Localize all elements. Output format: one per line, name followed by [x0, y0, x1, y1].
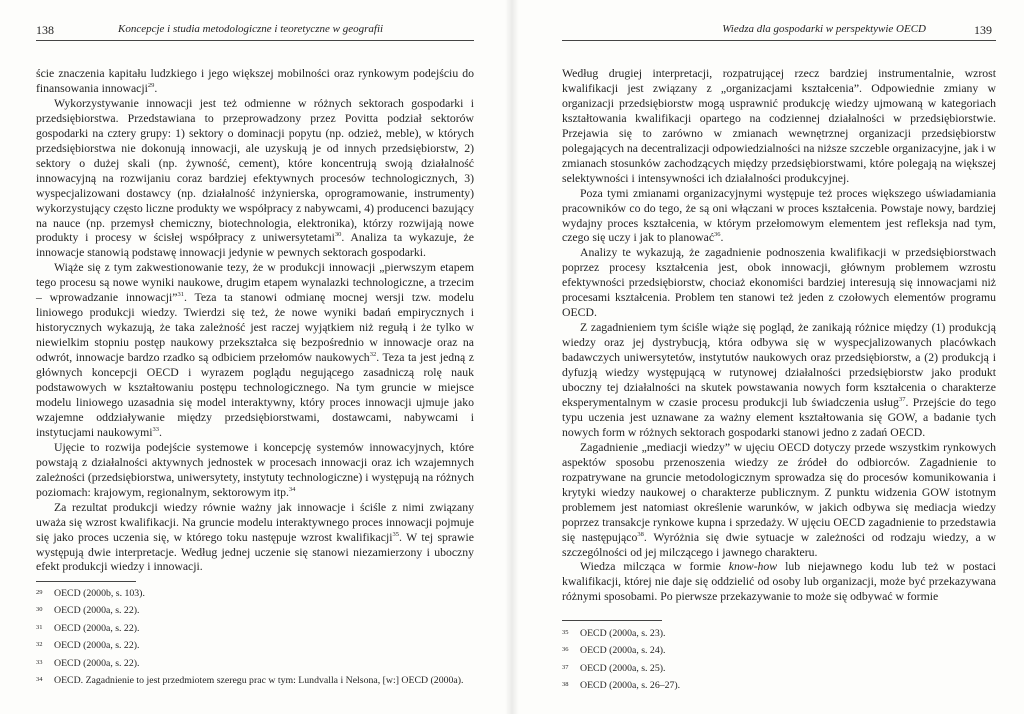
footnote-ref: 33 [152, 425, 160, 433]
footnote-number: 32 [36, 641, 43, 649]
left-footnotes [36, 587, 474, 691]
paragraph [562, 441, 996, 561]
italic-term: know-how [728, 560, 778, 574]
text-run: . Przejście do tego typu uczenia jest uznawane za ważny element kształtowania się GOW, a badanie tych nowych form w różnych sektorach gospodarki stanowi jedno z zadań OECD. [562, 395, 996, 439]
text-run: . Teza ta stanowi odmianę mocnej wersji tzw. modelu liniowego produkcji wiedzy. Twierdzi się też, że nowe wyniki badań empirycznych i historycznych wykazują, że taka zależność jest raczej wyjątkiem niż regułą i że tylko w niewielkim stopniu postęp naukowy przekształca się bezpośrednio w innowacje oraz na odwrót, innowacje bardzo rzadko są odbiciem przełomów naukowych [36, 291, 474, 365]
footnote-number: 37 [562, 663, 569, 671]
footnote-number: 33 [36, 658, 43, 666]
paragraph [36, 501, 474, 576]
paragraph [562, 321, 996, 441]
paragraph [36, 261, 474, 440]
text-run: Z zagadnieniem tym ściśle wiąże się pogląd, że zanikają różnice między (1) produkcją wiedzy oraz jej dystrybucją, która odbywa się w wyspecjalizowanych placówkach badawczych uniwersytetów, instytutów naukowych oraz przedsiębiorstw, a (2) produkcją i dyfuzją wiedzy występującą w rutynowej działalności przedsiębiorstw jako produkt uboczny tej działalności na skutek powstawania nowych form kształcenia o charakterze eksperymentalnym w czasie procesu produkcji lub świadczenia usług [562, 321, 996, 409]
footnote [36, 604, 474, 617]
footnote-ref: 35 [392, 530, 400, 538]
footnote-rule [562, 620, 662, 621]
text-run: Wiąże się z tym zakwestionowanie tezy, że w produkcji innowacji „pierwszym etapem tego procesu są nowe wyniki naukowe, drugim etapem wynalazki technologiczne, a trzecim – wprowadzanie innowacji” [36, 261, 474, 305]
paragraph [562, 560, 996, 605]
footnote-text: OECD (2000a, s. 22). [54, 605, 140, 617]
paragraph [36, 97, 474, 261]
footnote-text: OECD (2000a, s. 25). [580, 662, 666, 674]
footnote [562, 627, 996, 640]
paragraph [36, 67, 474, 97]
footnote-text: OECD (2000a, s. 26–27). [580, 680, 681, 692]
page-number: 138 [36, 23, 54, 37]
right-page-body [562, 67, 996, 605]
right-page [562, 0, 996, 714]
right-footnotes [562, 627, 996, 697]
footnote-ref: 30 [334, 231, 342, 239]
running-title: Wiedza dla gospodarki w perspektywie OECD [722, 23, 926, 35]
text-run: . Analiza ta wykazuje, że innowacje stanowią podstawę innowacji jedynie w pewnych sektorach gospodarki. [36, 231, 474, 260]
footnote-text: OECD (2000a, s. 23). [580, 628, 666, 639]
text-run: Zagadnienie „mediacji wiedzy” w ujęciu OECD dotyczy przede wszystkim rynkowych aspektów sposobu przenoszenia wiedzy ze źródeł do odbiorców. Zagadnienie to rozpatrywane na gruncie metodologicznym sprowadza się do procesów komunikowania i krytyki wiedzy naukowej o charakterze publicznym. Z punktu widzenia GOW istotnym problemem jest natomiast określenie warunków, w jakich odbywa się mediacja wiedzy poprzez transakcje rynkowe kupna i sprzedaży. W ujęciu OECD zagadnienie to przedstawia się następująco [562, 440, 996, 544]
footnote-rule [36, 581, 136, 582]
text-run: Wykorzystywanie innowacji jest też odmienne w różnych sektorach gospodarki i przedsiębiorstwa. Przedstawiana to przeprowadzony przez Povitta podział sektorów gospodarki na cztery grupy: 1) sektory o dominacji popytu (np. odzież, meble), w których przedsiębiorstwa nie dokonują innowacji, ale uzyskują je od innych przedsiębiorstw, 2) sektory o dużej skali (np. żywność, cement), które koncentrują swoją działalność innowacyjną na rozwijaniu coraz bardziej efektywnych procesów technologicznych, 3) wyspecjalizowani dostawcy (np. działalność inżynierska, oprogramowanie, instrumenty) wykorzystujący często liczne produkty we współpracy z nabywcami, 4) producenci bazujący na nauce (np. przemysł chemiczny, biotechnologia, elektronika), którzy rozwijają nowe produkty i procesy w ścisłej współpracy z uniwersytetami [36, 96, 474, 245]
left-page [36, 0, 474, 714]
footnote-text: OECD (2000a, s. 22). [54, 622, 140, 634]
text-run: . Wyróżnia się dwie sytuacje w zależności od rodzaju wiedzy, a w szczególności od jej milczącego i jawnego charakteru. [562, 530, 997, 559]
footnote-ref: 38 [637, 530, 644, 538]
text-run: Wiedza milcząca w formie [580, 560, 729, 574]
footnote-text: OECD (2000b, s. 103). [54, 588, 145, 599]
right-page-header [562, 22, 996, 41]
text-run: Poza tymi zmianami organizacyjnymi występuje też proces większego uświadamiania pracowników co do tego, że są oni włączani w proces kształcenia. Powstaje nowy, bardziej wydajny proces kształcenia, w którym przełomowym elementem jest refleksja nad tym, czego się uczy i jak to planować [562, 186, 996, 245]
text-run: . [720, 231, 724, 245]
footnote [562, 679, 996, 692]
footnote [562, 644, 996, 657]
paragraph [562, 67, 996, 187]
text-run: Za rezultat produkcji wiedzy równie ważny jak innowacje i ściśle z nimi związany uważa się wzrost kwalifikacji. Na gruncie modelu interaktywnego proces innowacji pojmuje się jako proces uczenia się, w którego toku następuje wzrost kwalifikacji [36, 500, 474, 544]
footnote-number: 38 [562, 681, 569, 689]
footnote-number: 36 [562, 646, 569, 654]
footnote-number: 31 [36, 623, 43, 631]
footnote [36, 587, 474, 600]
left-page-header [36, 22, 474, 41]
footnote-text: OECD (2000a, s. 22). [54, 640, 140, 652]
text-run: . [159, 425, 162, 439]
text-run: . [154, 81, 158, 95]
footnote [36, 674, 474, 687]
footnote-number: 29 [36, 589, 43, 596]
footnote-ref: 32 [369, 351, 377, 359]
paragraph [562, 246, 996, 321]
footnote [36, 657, 474, 670]
footnote-number: 30 [36, 606, 43, 614]
footnote-text: OECD (2000a, s. 22). [54, 657, 140, 669]
footnote-number: 34 [36, 675, 43, 683]
footnote [36, 639, 474, 652]
footnote-text: OECD. Zagadnienie to jest przedmiotem szeregu prac w tym: Lundvalla i Nelsona, [w:] OECD (2000a). [54, 674, 464, 686]
footnote-ref: 36 [714, 231, 721, 239]
footnote [36, 622, 474, 635]
paragraph [562, 187, 996, 247]
footnote-number: 35 [562, 629, 569, 636]
footnote-ref: 34 [288, 485, 296, 493]
book-gutter [505, 0, 519, 714]
text-run: Analizy te wykazują, że zagadnienie podnoszenia kwalifikacji w przedsiębiorstwach poprzez procesy kształcenia jest, obok innowacji, głównym problemem wzrostu efektywności przedsiębiorstw, chociaż ekonomiści bardziej interesują się innowacjami niż procesami kształcenia. Problem ten stanowi też jeden z czołowych elementów programu OECD. [562, 246, 996, 320]
running-title: Koncepcje i studia metodologiczne i teoretyczne w geografii [118, 23, 384, 35]
text-run: . Teza ta jest jedną z głównych koncepcji OECD i wyrazem poglądu negującego zasadniczą rolę nauk podstawowych w kształtowaniu postępu technologicznego. Na tym gruncie w miejsce modelu liniowego uzasadnia się model interaktywny, który proces innowacji ujmuje jako wzajemne oddziaływanie między przedsiębiorstwami, dostawcami, nabywcami i instytucjami naukowymi [36, 351, 475, 439]
footnote-ref: 37 [898, 395, 906, 403]
paragraph [36, 441, 474, 501]
text-run: ście znaczenia kapitału ludzkiego i jego większej mobilności oraz rynkowym podejściu do finansowania innowacji [36, 67, 474, 95]
page-number: 139 [974, 23, 992, 37]
left-page-body [36, 67, 474, 575]
footnote-text: OECD (2000a, s. 24). [580, 645, 666, 657]
footnote-ref: 29 [147, 81, 155, 89]
text-run: Ujęcie to rozwija podejście systemowe i koncepcję systemów innowacyjnych, które powstają z działalności aktywnych jednostek w procesach innowacji oraz ich wzajemnych zależności (przedsiębiorstwa, uniwersytety, instytuty technologiczne) i występują na różnych poziomach: krajowym, regionalnym, sektorowym itp. [36, 440, 474, 499]
footnote [562, 662, 996, 675]
text-run: Według drugiej interpretacji, rozpatrującej rzecz bardziej instrumentalnie, wzrost kwalifikacji jest związany z „organizacjami kształcenia”. Odpowiednie zmiany w organizacji przedsiębiorstw mogą usprawnić produkcję wiedzy ujmowaną w kategoriach kształtowania kwalifikacji opartego na codziennej działalności w przedsiębiorstwie. Przejawia się to zarówno w zmianach wewnętrznej organizacji przedsiębiorstw polegających na decentralizacji odpowiedzialności na niższe szczeble organizacyjne, jak i w zmianach stosunków zachodzących między przedsiębiorstwami, które polegają na większej selektywności i intensywności ich działalności produkcyjnej. [562, 67, 996, 185]
text-run: . W tej sprawie występują dwie interpretacje. Według jednej uczenie się stanowi niezamierzony i uboczny efekt produkcji wiedzy i innowacji. [36, 530, 474, 574]
text-run: lub niejawnego kodu lub też w postaci kwalifikacji, której nie daje się oddzielić od osoby lub organizacji, może być przekazywana różnymi sposobami. Po pierwsze przekazywanie to może się odbywać w formie [562, 560, 996, 604]
footnote-ref: 31 [177, 291, 184, 299]
